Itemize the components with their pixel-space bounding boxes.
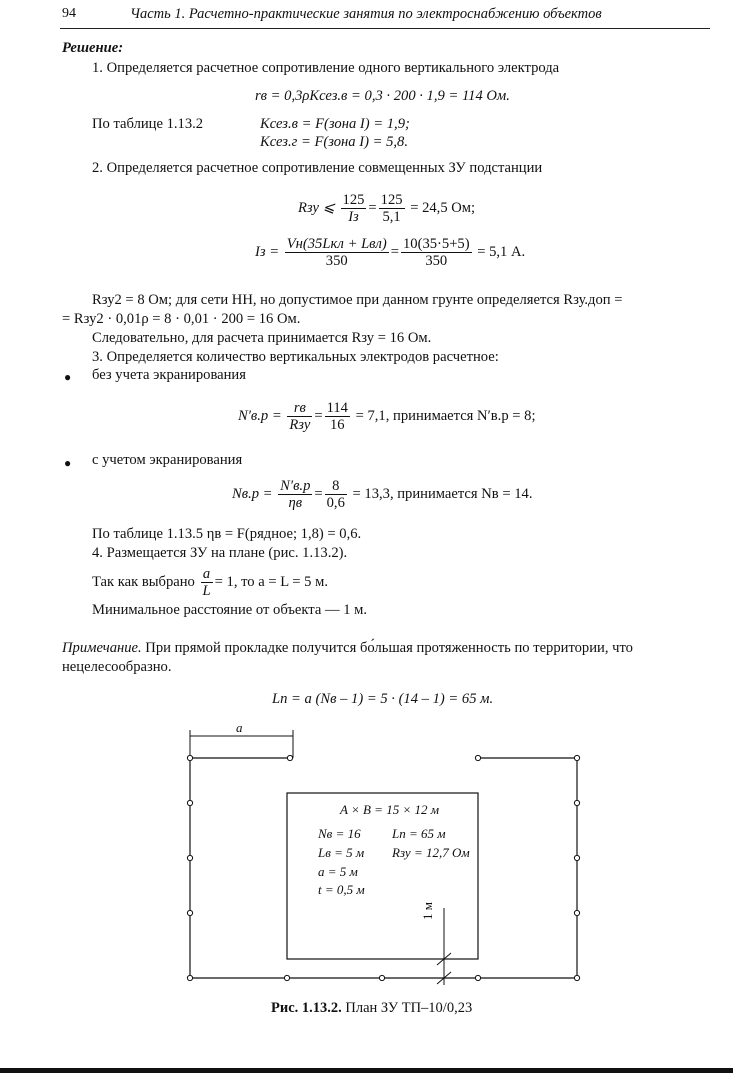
n1-frac1-den: Rзу bbox=[289, 417, 311, 434]
formula-k-g: Kсез.г = F(зона I) = 5,8. bbox=[260, 134, 408, 150]
formula-k-v: Kсез.в = F(зона I) = 1,9; bbox=[260, 116, 410, 132]
note-text-a: При прямой прокладке получится бо́льшая протяженность по территории, что bbox=[141, 640, 633, 656]
table-ref-1: По таблице 1.13.2 bbox=[92, 116, 204, 132]
n1-frac2-num: 114 bbox=[326, 400, 348, 416]
electrode bbox=[187, 910, 192, 915]
bullet-1-text: без учета экранирования bbox=[92, 367, 246, 383]
formula-n-prime: N′в.р = $\frac{rв}{\text{Rзу}}$ = $\frac{114}{16}$ = 7,1, принимается N′в.р = 8; bbox=[238, 400, 536, 434]
page-number: 94 bbox=[62, 6, 76, 21]
bullet-dot-1: ● bbox=[64, 370, 72, 384]
rzu-frac1-den: Iз bbox=[348, 209, 359, 226]
min-distance-text: Минимальное расстояние от объекта — 1 м. bbox=[92, 602, 368, 618]
formula-ln: Lп = a (Nв – 1) = 5 · (14 – 1) = 65 м. bbox=[272, 691, 494, 707]
ground-loop bbox=[190, 758, 577, 978]
n2-frac2-den: 0,6 bbox=[326, 495, 345, 512]
formula-n: Nв.р = $\frac{N'в.р}{\eta в}$ = $\frac{8}{0,6}$ = 13,3, принимается Nв = 14. bbox=[232, 478, 533, 512]
n2-lhs: Nв.р = bbox=[232, 485, 273, 502]
n2-frac1-num: N′в.р bbox=[280, 478, 311, 494]
formula-rzu: Rзу ⩽ $\frac{125}{Iз}$ = $\frac{125}{5,1}$ = 24,5 Ом; bbox=[298, 192, 476, 226]
iz-frac2-num: 10(35·5+5) bbox=[402, 236, 470, 252]
plan-ln: Lп = 65 м bbox=[392, 826, 446, 841]
chosen-frac-num: a bbox=[201, 566, 213, 583]
iz-lhs: Iз = bbox=[255, 243, 280, 260]
step-4-text: 4. Размещается ЗУ на плане (рис. 1.13.2). bbox=[92, 545, 348, 561]
paragraph-rzu2-line1: Rзу2 = 8 Ом; для сети НН, но допустимое при данном грунте определяется Rзу.доп = bbox=[92, 292, 623, 308]
table-ref-2: По таблице 1.13.5 ηв = F(рядное; 1,8) = 0,6. bbox=[92, 526, 362, 542]
step-3-text: 3. Определяется количество вертикальных электродов расчетное: bbox=[92, 349, 499, 365]
plan-a: a = 5 м bbox=[318, 864, 358, 879]
electrodes bbox=[187, 755, 579, 980]
electrode bbox=[284, 975, 289, 980]
electrode bbox=[187, 755, 192, 760]
bullet-dot-2: ● bbox=[64, 456, 72, 470]
rzu-frac2-den: 5,1 bbox=[382, 209, 401, 226]
n1-frac2-den: 16 bbox=[329, 417, 345, 434]
electrode bbox=[187, 975, 192, 980]
electrode bbox=[287, 755, 292, 760]
formula-iz: Iз = $\frac{\text{Vн(35Lкл + Lвл)}}{350}$ = $\frac{10(35\cdot 5+5)}{350}$ = 5,1 А. bbox=[255, 236, 526, 270]
chosen-a-text: Так как выбрано bbox=[92, 573, 195, 590]
n1-result: = 7,1, принимается N′в.р = 8; bbox=[355, 407, 536, 424]
dim-1m-label: 1 м bbox=[420, 902, 435, 920]
electrode bbox=[187, 855, 192, 860]
electrode bbox=[475, 975, 480, 980]
rzu-lhs: Rзу ⩽ bbox=[298, 199, 335, 216]
n2-result: = 13,3, принимается Nв = 14. bbox=[352, 485, 533, 502]
dim-a-label: a bbox=[236, 720, 243, 735]
electrode bbox=[475, 755, 480, 760]
bullet-2-text: с учетом экранирования bbox=[92, 452, 243, 468]
note-line2: нецелесообразно. bbox=[62, 659, 172, 675]
chosen-b-text: = 1, то a = L = 5 м. bbox=[214, 573, 328, 590]
electrode bbox=[574, 755, 579, 760]
plan-t: t = 0,5 м bbox=[318, 882, 365, 897]
solution-heading: Решение: bbox=[62, 40, 124, 56]
step-1-text: 1. Определяется расчетное сопротивление одного вертикального электрода bbox=[92, 60, 560, 76]
plan-area: A × B = 15 × 12 м bbox=[340, 802, 440, 817]
iz-frac1-den: 350 bbox=[325, 253, 348, 270]
caption-number: Рис. 1.13.2. bbox=[271, 1000, 342, 1016]
rzu-result: = 24,5 Ом; bbox=[410, 199, 476, 216]
iz-frac2-den: 350 bbox=[425, 253, 448, 270]
paragraph-rzu2-line2: = Rзу2 · 0,01ρ = 8 · 0,01 · 200 = 16 Ом. bbox=[62, 311, 301, 327]
note-label: Примечание. bbox=[62, 640, 142, 656]
plan-nv: Nв = 16 bbox=[318, 826, 361, 841]
rzu-frac2-num: 125 bbox=[380, 192, 403, 208]
paragraph-accept: Следовательно, для расчета принимается Rзу = 16 Ом. bbox=[92, 330, 432, 346]
n1-lhs: N′в.р = bbox=[238, 407, 282, 424]
rzu-frac1-num: 125 bbox=[342, 192, 365, 208]
caption-text: План ЗУ ТП–10/0,23 bbox=[341, 1000, 473, 1016]
iz-result: = 5,1 А. bbox=[477, 243, 526, 260]
chosen-frac-den: L bbox=[202, 583, 211, 600]
electrode bbox=[187, 800, 192, 805]
plan-lv: Lв = 5 м bbox=[318, 845, 365, 860]
n2-frac2-num: 8 bbox=[325, 478, 347, 495]
plan-rzu: Rзу = 12,7 Ом bbox=[392, 845, 470, 860]
electrode bbox=[574, 855, 579, 860]
electrode bbox=[574, 975, 579, 980]
electrode bbox=[379, 975, 384, 980]
page-bottom-edge bbox=[0, 1068, 733, 1073]
n1-frac1-num: rв bbox=[287, 400, 312, 417]
figure-caption bbox=[271, 1000, 472, 1017]
electrode bbox=[574, 800, 579, 805]
iz-frac1-num: Vн(35Lкл + Lвл) bbox=[286, 236, 387, 252]
electrode bbox=[574, 910, 579, 915]
formula-rv: rв = 0,3ρKсез.в = 0,3 · 200 · 1,9 = 114 Ом. bbox=[255, 88, 510, 104]
step-2-text: 2. Определяется расчетное сопротивление совмещенных ЗУ подстанции bbox=[92, 160, 543, 176]
running-header-title: Часть 1. Расчетно-практические занятия по электроснабжению объектов bbox=[130, 6, 602, 22]
n2-frac1-den: ηв bbox=[288, 495, 303, 512]
